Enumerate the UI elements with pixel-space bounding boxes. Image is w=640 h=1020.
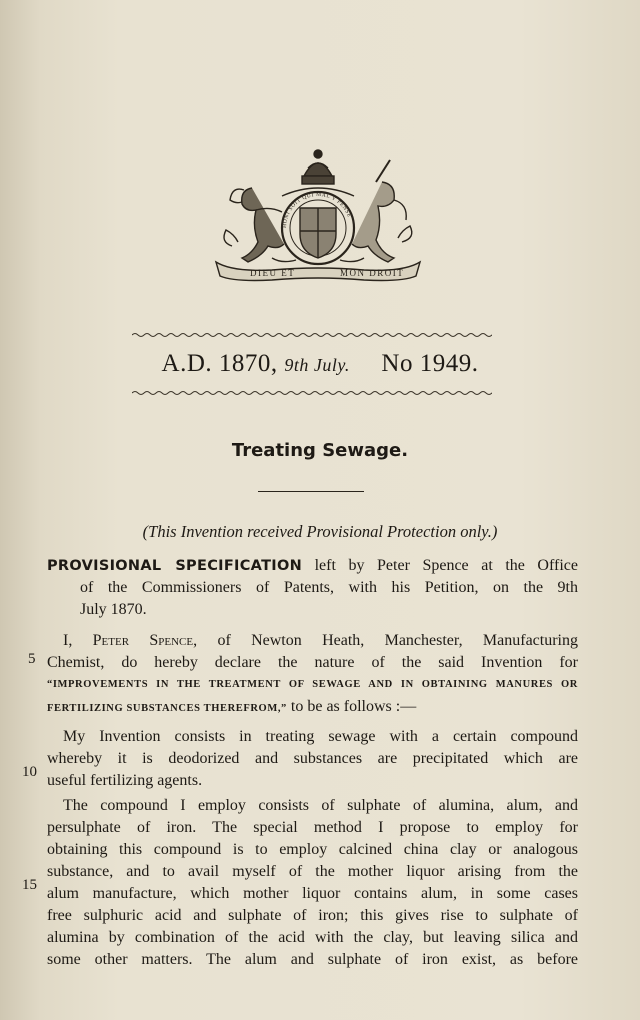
para1-line-3: “IMPROVEMENTS IN THE TREATMENT OF SEWAGE AND IN OBTAINING MANURES OR [47,679,578,690]
patent-date-number [0,350,640,378]
para1-line-1 [47,630,578,652]
spec-paragraph [47,555,578,621]
para3-line-1: The compound I employ consists of sulphate of alumina, alum, and [63,797,578,814]
declaration-paragraph [47,630,578,720]
spec-line-1-text: left by Peter Spence at the Office [314,557,579,574]
para2-line-3: useful fertilizing agents. [47,772,203,789]
patent-number: No 1949. [381,350,479,377]
para1-line-4-text: to be as follows :— [290,698,417,715]
inventor-name: I, Peter Spence, [63,632,198,649]
invention-title-tail: FERTILIZING SUBSTANCES THEREFROM,” [47,703,287,714]
provisional-note: (This Invention received Provisional Protection only.) [142,522,498,541]
para3-line-8: some other matters. The alum and sulphate of iron exist, as before [47,951,578,968]
motto-right: MON DROIT [340,268,405,278]
garter-motto: HONI SOIT QUI MAL Y PENSE [281,191,353,229]
para1-line-4 [47,696,578,720]
line-number-15: 15 [22,877,37,893]
line-number-10: 10 [22,764,37,780]
wavy-rule-top [132,331,492,339]
para3-line-2: persulphate of iron. The special method I propose to employ for [47,819,578,836]
para3-line-5: alum manufacture, which mother liquor contains alum, in some cases [47,885,578,902]
para3-line-7: alumina by combination of the acid with the clay, but leaving silica and [47,929,578,946]
para3-line-6: free sulphuric acid and sulphate of iron; this gives rise to sulphate of [47,907,578,924]
para2-line-2: whereby it is deodorized and substances are precipitated which are [47,750,578,767]
spec-line-2: of the Commissioners of Patents, with his Petition, on the 9th [80,579,578,596]
para1-line-1-text: of Newton Heath, Manchester, Manufacturing [217,632,578,649]
document-title: Treating Sewage. [231,440,409,461]
spec-line-1 [47,555,578,577]
compound-paragraph [47,795,578,971]
motto-left: DIEU ET [250,268,296,278]
wavy-rule-bottom [132,389,492,397]
patent-date: 9th July. [284,355,350,375]
title-divider [258,491,364,492]
spec-line-3: July 1870. [80,601,147,618]
para2-line-1: My Invention consists in treating sewage with a certain compound [63,728,578,745]
para1-line-2: Chemist, do hereby declare the nature of the said Invention for [47,654,578,671]
invention-paragraph [47,726,578,792]
para3-line-4: substance, and to avail myself of the mother liquor arising from the [47,863,578,880]
year-prefix: A.D. 1870, [161,350,278,377]
line-number-5: 5 [28,651,36,667]
para3-line-3: obtaining this compound is to employ calcined china clay or analogous [47,841,578,858]
spec-heading: PROVISIONAL SPECIFICATION [47,558,303,574]
royal-coat-of-arms-icon [212,146,424,284]
